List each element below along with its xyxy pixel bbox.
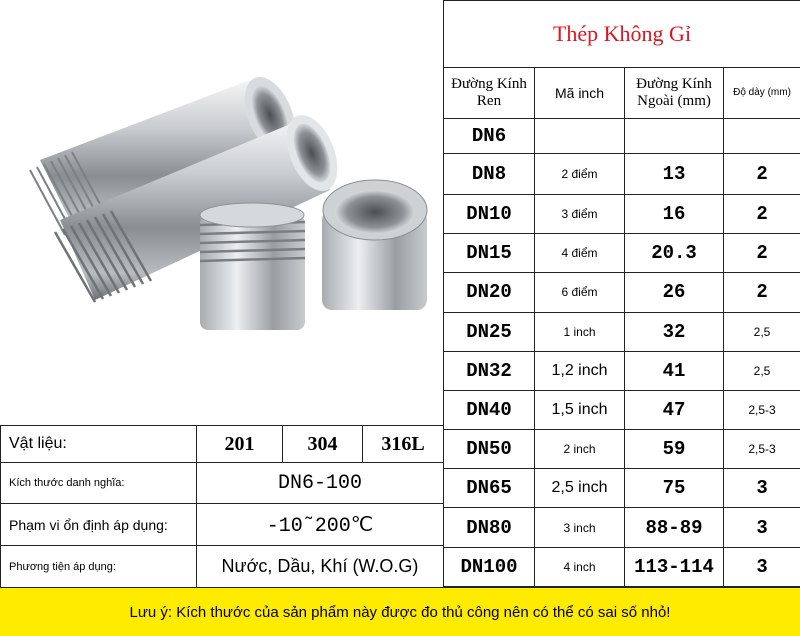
pressure-value: -10˜200℃	[197, 504, 444, 546]
thickness-cell: 2,5	[724, 312, 800, 351]
dn-cell: DN32	[444, 351, 535, 390]
note-banner	[0, 587, 800, 636]
table-row	[444, 194, 800, 233]
table-row	[444, 234, 800, 273]
inch-cell	[535, 118, 625, 153]
od-cell: 59	[625, 430, 724, 469]
thickness-cell: 2	[724, 153, 800, 194]
inch-cell: 3 điểm	[535, 194, 625, 233]
title-row	[444, 1, 800, 68]
size-value: DN6-100	[197, 463, 444, 504]
media-label: Phương tiện áp dụng:	[1, 546, 197, 588]
thickness-cell: 3	[724, 469, 800, 508]
inch-cell: 4 inch	[535, 547, 625, 586]
thickness-cell: 3	[724, 508, 800, 547]
note-text: Lưu ý: Kích thước của sản phẩm này được đo thủ công nên có thể có sai số nhỏ!	[129, 603, 671, 621]
material-304: 304	[283, 426, 363, 463]
inch-cell: 2,5 inch	[535, 469, 625, 508]
table-row	[444, 547, 800, 586]
material-row	[1, 426, 444, 463]
thickness-cell: 3	[724, 547, 800, 586]
table-row	[444, 469, 800, 508]
table-row	[444, 430, 800, 469]
thickness-cell: 2	[724, 234, 800, 273]
media-value: Nước, Dầu, Khí (W.O.G)	[197, 546, 444, 588]
table-row	[444, 273, 800, 312]
inch-cell: 1,2 inch	[535, 351, 625, 390]
short-nipple	[200, 203, 305, 330]
dn-cell: DN25	[444, 312, 535, 351]
dn-cell: DN6	[444, 118, 535, 153]
dn-cell: DN10	[444, 194, 535, 233]
od-cell: 47	[625, 390, 724, 429]
od-cell: 32	[625, 312, 724, 351]
dn-cell: DN8	[444, 153, 535, 194]
od-cell: 26	[625, 273, 724, 312]
size-row	[1, 463, 444, 504]
dn-cell: DN80	[444, 508, 535, 547]
media-row	[1, 546, 444, 588]
inch-cell: 1 inch	[535, 312, 625, 351]
spec-table	[443, 0, 800, 587]
inch-cell: 4 điểm	[535, 234, 625, 273]
od-cell: 13	[625, 153, 724, 194]
od-cell	[625, 118, 724, 153]
od-cell: 88-89	[625, 508, 724, 547]
material-201: 201	[197, 426, 283, 463]
socket	[322, 180, 427, 310]
dn-cell: DN40	[444, 390, 535, 429]
table-row	[444, 153, 800, 194]
header-row	[444, 68, 800, 118]
dn-cell: DN15	[444, 234, 535, 273]
dn-cell: DN65	[444, 469, 535, 508]
od-cell: 16	[625, 194, 724, 233]
od-cell: 75	[625, 469, 724, 508]
od-cell: 41	[625, 351, 724, 390]
pressure-row	[1, 504, 444, 546]
inch-cell: 2 điểm	[535, 153, 625, 194]
thickness-cell: 2,5-3	[724, 390, 800, 429]
header-thread: Đường Kính Ren	[444, 68, 535, 118]
thickness-cell	[724, 118, 800, 153]
table-title: Thép Không Gỉ	[444, 1, 800, 68]
thickness-cell: 2	[724, 273, 800, 312]
table-row	[444, 312, 800, 351]
inch-cell: 6 điểm	[535, 273, 625, 312]
header-thickness: Độ dày (mm)	[724, 68, 800, 118]
material-label: Vật liệu:	[1, 426, 197, 463]
product-photo	[0, 0, 443, 425]
dn-cell: DN100	[444, 547, 535, 586]
od-cell: 113-114	[625, 547, 724, 586]
spec-body	[444, 118, 800, 586]
pressure-label: Phạm vi ổn định áp dụng:	[1, 504, 197, 546]
inch-cell: 3 inch	[535, 508, 625, 547]
header-inch: Mã inch	[535, 68, 625, 118]
dn-cell: DN20	[444, 273, 535, 312]
table-row	[444, 351, 800, 390]
properties-table	[0, 425, 444, 588]
size-label: Kích thước danh nghĩa:	[1, 463, 197, 504]
inch-cell: 1,5 inch	[535, 390, 625, 429]
header-od: Đường Kính Ngoài (mm)	[625, 68, 724, 118]
table-row	[444, 390, 800, 429]
dn-cell: DN50	[444, 430, 535, 469]
thickness-cell: 2	[724, 194, 800, 233]
table-row	[444, 508, 800, 547]
thickness-cell: 2,5	[724, 351, 800, 390]
thickness-cell: 2,5-3	[724, 430, 800, 469]
inch-cell: 2 inch	[535, 430, 625, 469]
od-cell: 20.3	[625, 234, 724, 273]
material-316l: 316L	[363, 426, 444, 463]
table-row	[444, 118, 800, 153]
